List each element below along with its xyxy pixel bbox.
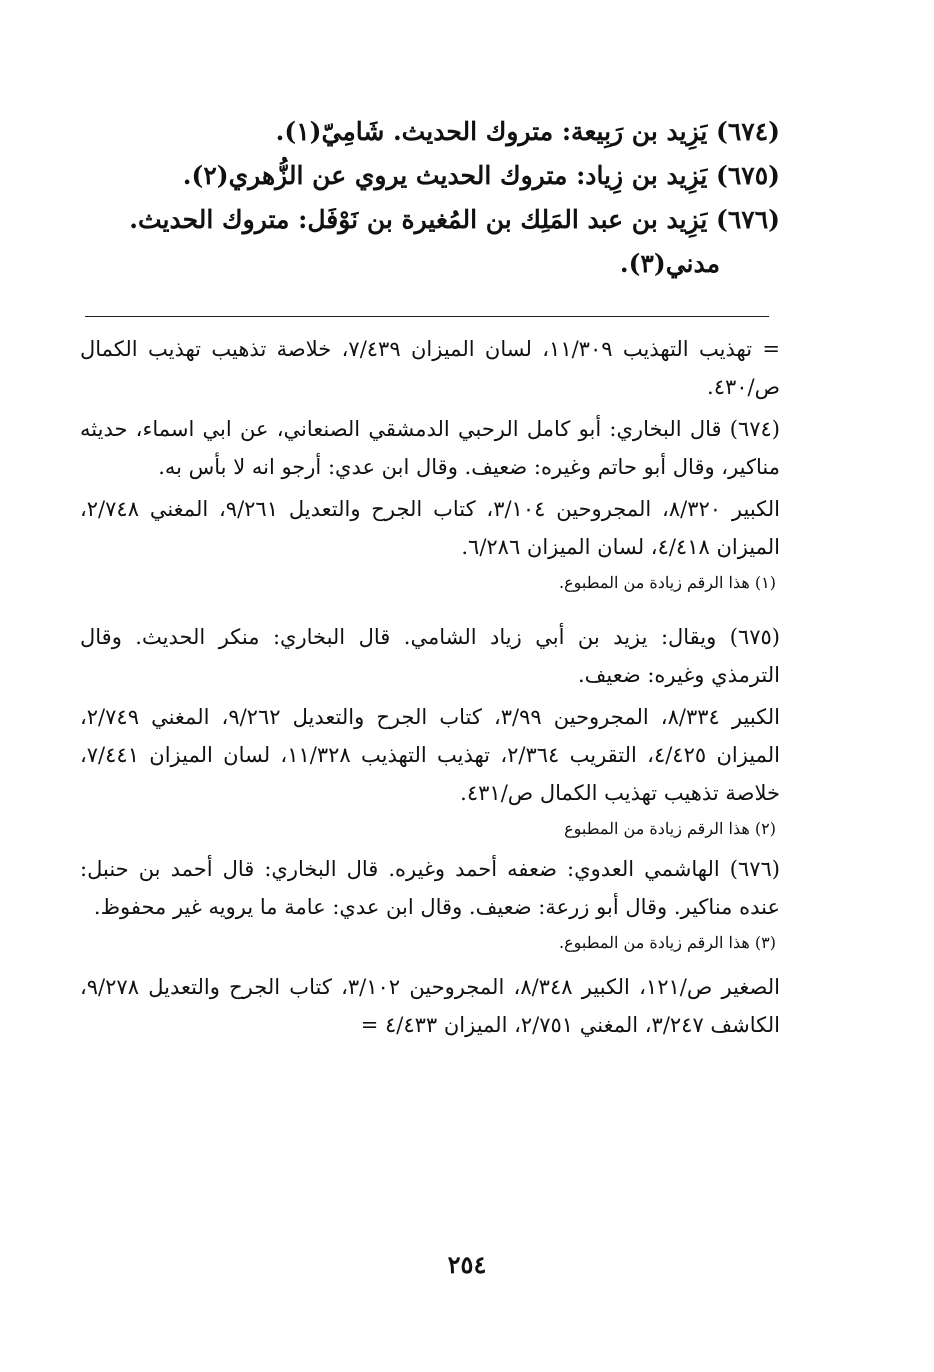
note-675-refs: الكبير ٨/٣٣٤، المجروحين ٣/٩٩، كتاب الجرح والتعديل ٩/٢٦٢، المغني ٢/٧٤٩، الميزان ٤/٤٢٥، التقريب ٢/٣٦٤، تهذيب التهذيب ١١/٣٢٨، لسان الميزان ٧/٤٤١، خلاصة تذهيب تهذيب الكمال ص/٤٣١. [80,705,781,805]
entry-675 [80,154,780,198]
page-number: ٢٥٤ [447,1250,487,1279]
footnote-3: (٣) هذا الرقم زيادة من المطبوع. [559,933,776,952]
footnote-2: (٢) هذا الرقم زيادة من المطبوع [564,819,776,838]
entry-674-text: (٦٧٤) يَزِيد بن رَبِيعة: متروك الحديث. شَامِيّ(١). [275,117,780,146]
entry-676-continuation: مدني(٣). [619,249,720,278]
entry-676-text: (٦٧٦) يَزِيد بن عبد المَلِك بن المُغيرة بن نَوْفَل: متروك الحديث. [129,205,780,234]
note-continuation: = تهذيب التهذيب ١١/٣٠٩، لسان الميزان ٧/٤٣٩، خلاصة تذهيب تهذيب الكمال ص/٤٣٠. [80,337,781,399]
footnote-1: (١) هذا الرقم زيادة من المطبوع. [559,573,776,592]
main-entries [80,110,780,286]
footnote-separator [85,316,769,317]
entry-674 [80,110,780,154]
note-674-refs: الكبير ٨/٣٢٠، المجروحين ٣/١٠٤، كتاب الجرح والتعديل ٩/٢٦١، المغني ٢/٧٤٨، الميزان ٤/٤١٨، لسان الميزان ٦/٢٨٦. [80,497,780,559]
footnotes [80,330,780,1048]
note-675: (٦٧٥) ويقال: يزيد بن أبي زياد الشامي. قال البخاري: منكر الحديث. وقال الترمذي وغيره: ضعيف. [80,625,780,687]
note-676: (٦٧٦) الهاشمي العدوي: ضعفه أحمد وغيره. قال البخاري: قال أحمد بن حنبل: عنده مناكير. وقال أبو زرعة: ضعيف. وقال ابن عدي: عامة ما يرويه غير محفوظ. [80,857,780,919]
entry-675-text: (٦٧٥) يَزِيد بن زِياد: متروك الحديث يروي عن الزُّهري(٢). [182,161,780,190]
note-676-refs: الصغير ص/١٢١، الكبير ٨/٣٤٨، المجروحين ٣/١٠٢، كتاب الجرح والتعديل ٩/٢٧٨، الكاشف ٣/٢٤٧، المغني ٢/٧٥١، الميزان ٤/٤٣٣ = [80,975,780,1037]
entry-676 [80,198,780,286]
note-674: (٦٧٤) قال البخاري: أبو كامل الرحبي الدمشقي الصنعاني، عن ابي اسماء، حديثه مناكير، وقال أبو حاتم وغيره: ضعيف. وقال ابن عدي: أرجو انه لا بأس به. [80,417,780,479]
